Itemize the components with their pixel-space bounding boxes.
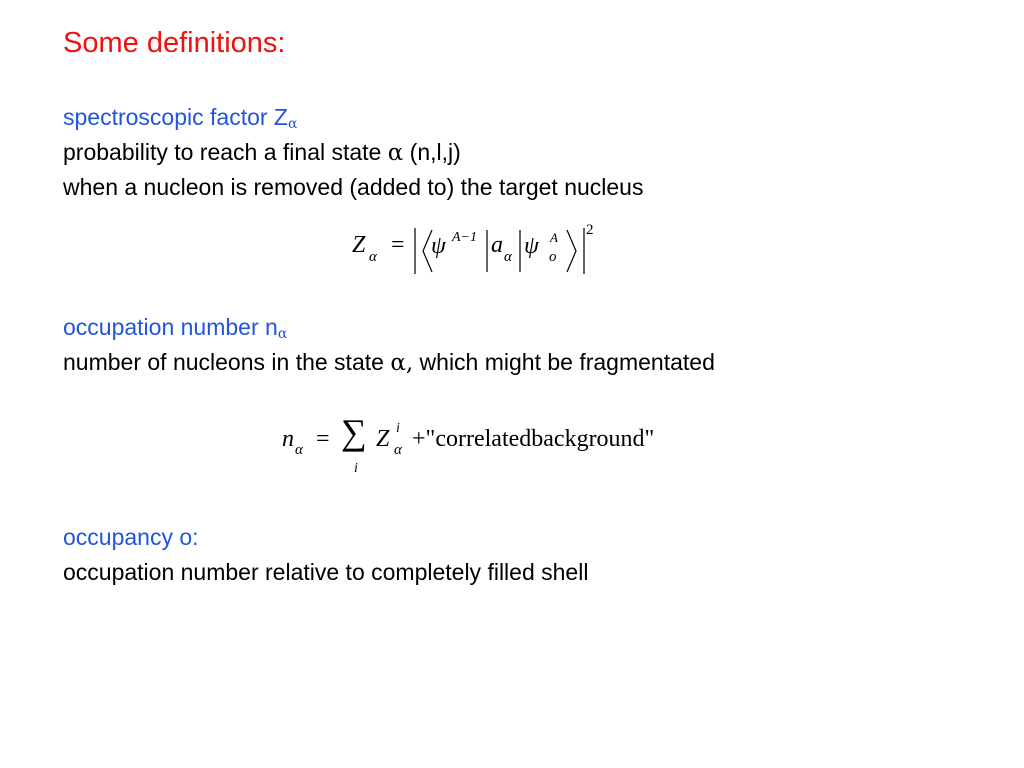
sum-index: i bbox=[354, 461, 358, 476]
sum-symbol: ∑ bbox=[341, 412, 367, 452]
line-text: number of nucleons in the state bbox=[63, 349, 391, 375]
eq-equals: = bbox=[316, 426, 330, 452]
eq-Z-subscript: α bbox=[394, 442, 402, 458]
occupation-number-heading bbox=[63, 314, 287, 342]
spectroscopic-factor-heading bbox=[63, 104, 297, 132]
line-text: which might be fragmentated bbox=[413, 349, 715, 375]
eq-a: a bbox=[491, 232, 503, 258]
eq-a-subscript: α bbox=[504, 249, 512, 265]
eq-Z-superscript: i bbox=[396, 421, 400, 436]
eq-psi-superscript: A−1 bbox=[452, 230, 477, 245]
slide-title: Some definitions: bbox=[63, 27, 286, 59]
occupation-number-equation bbox=[280, 414, 730, 482]
spectroscopic-factor-equation bbox=[348, 222, 618, 280]
eq-Z: Z bbox=[352, 232, 366, 258]
heading-subscript: α bbox=[277, 326, 288, 342]
eq-power: 2 bbox=[586, 222, 594, 238]
occupation-definition-line bbox=[63, 349, 715, 376]
heading-text: spectroscopic factor Z bbox=[63, 104, 288, 130]
spectroscopic-definition-line-1 bbox=[63, 139, 461, 166]
occupancy-heading: occupancy o: bbox=[63, 524, 199, 550]
eq-psi: ψ bbox=[431, 233, 446, 259]
eq-psi-2-superscript: A bbox=[550, 230, 558, 245]
eq-psi-2: ψ bbox=[524, 233, 539, 259]
eq-Z-subscript: α bbox=[369, 249, 377, 265]
line-text: probability to reach a final state bbox=[63, 139, 388, 165]
eq-n: n bbox=[282, 426, 294, 452]
eq-Z: Z bbox=[376, 426, 390, 452]
alpha-symbol: α, bbox=[390, 350, 414, 376]
occupancy-definition-line: occupation number relative to completely filled shell bbox=[63, 559, 589, 585]
eq-correlated-background: +"correlatedbackground" bbox=[412, 426, 655, 452]
alpha-symbol: α bbox=[387, 140, 404, 166]
line-text: (n,l,j) bbox=[403, 139, 461, 165]
spectroscopic-definition-line-2: when a nucleon is removed (added to) the target nucleus bbox=[63, 174, 644, 200]
eq-brackets bbox=[348, 222, 618, 280]
eq-equals: = bbox=[391, 232, 405, 258]
heading-subscript: α bbox=[287, 116, 298, 132]
eq-n-subscript: α bbox=[295, 442, 303, 458]
eq-psi-2-subscript: o bbox=[549, 249, 557, 265]
heading-text: occupation number n bbox=[63, 314, 278, 340]
